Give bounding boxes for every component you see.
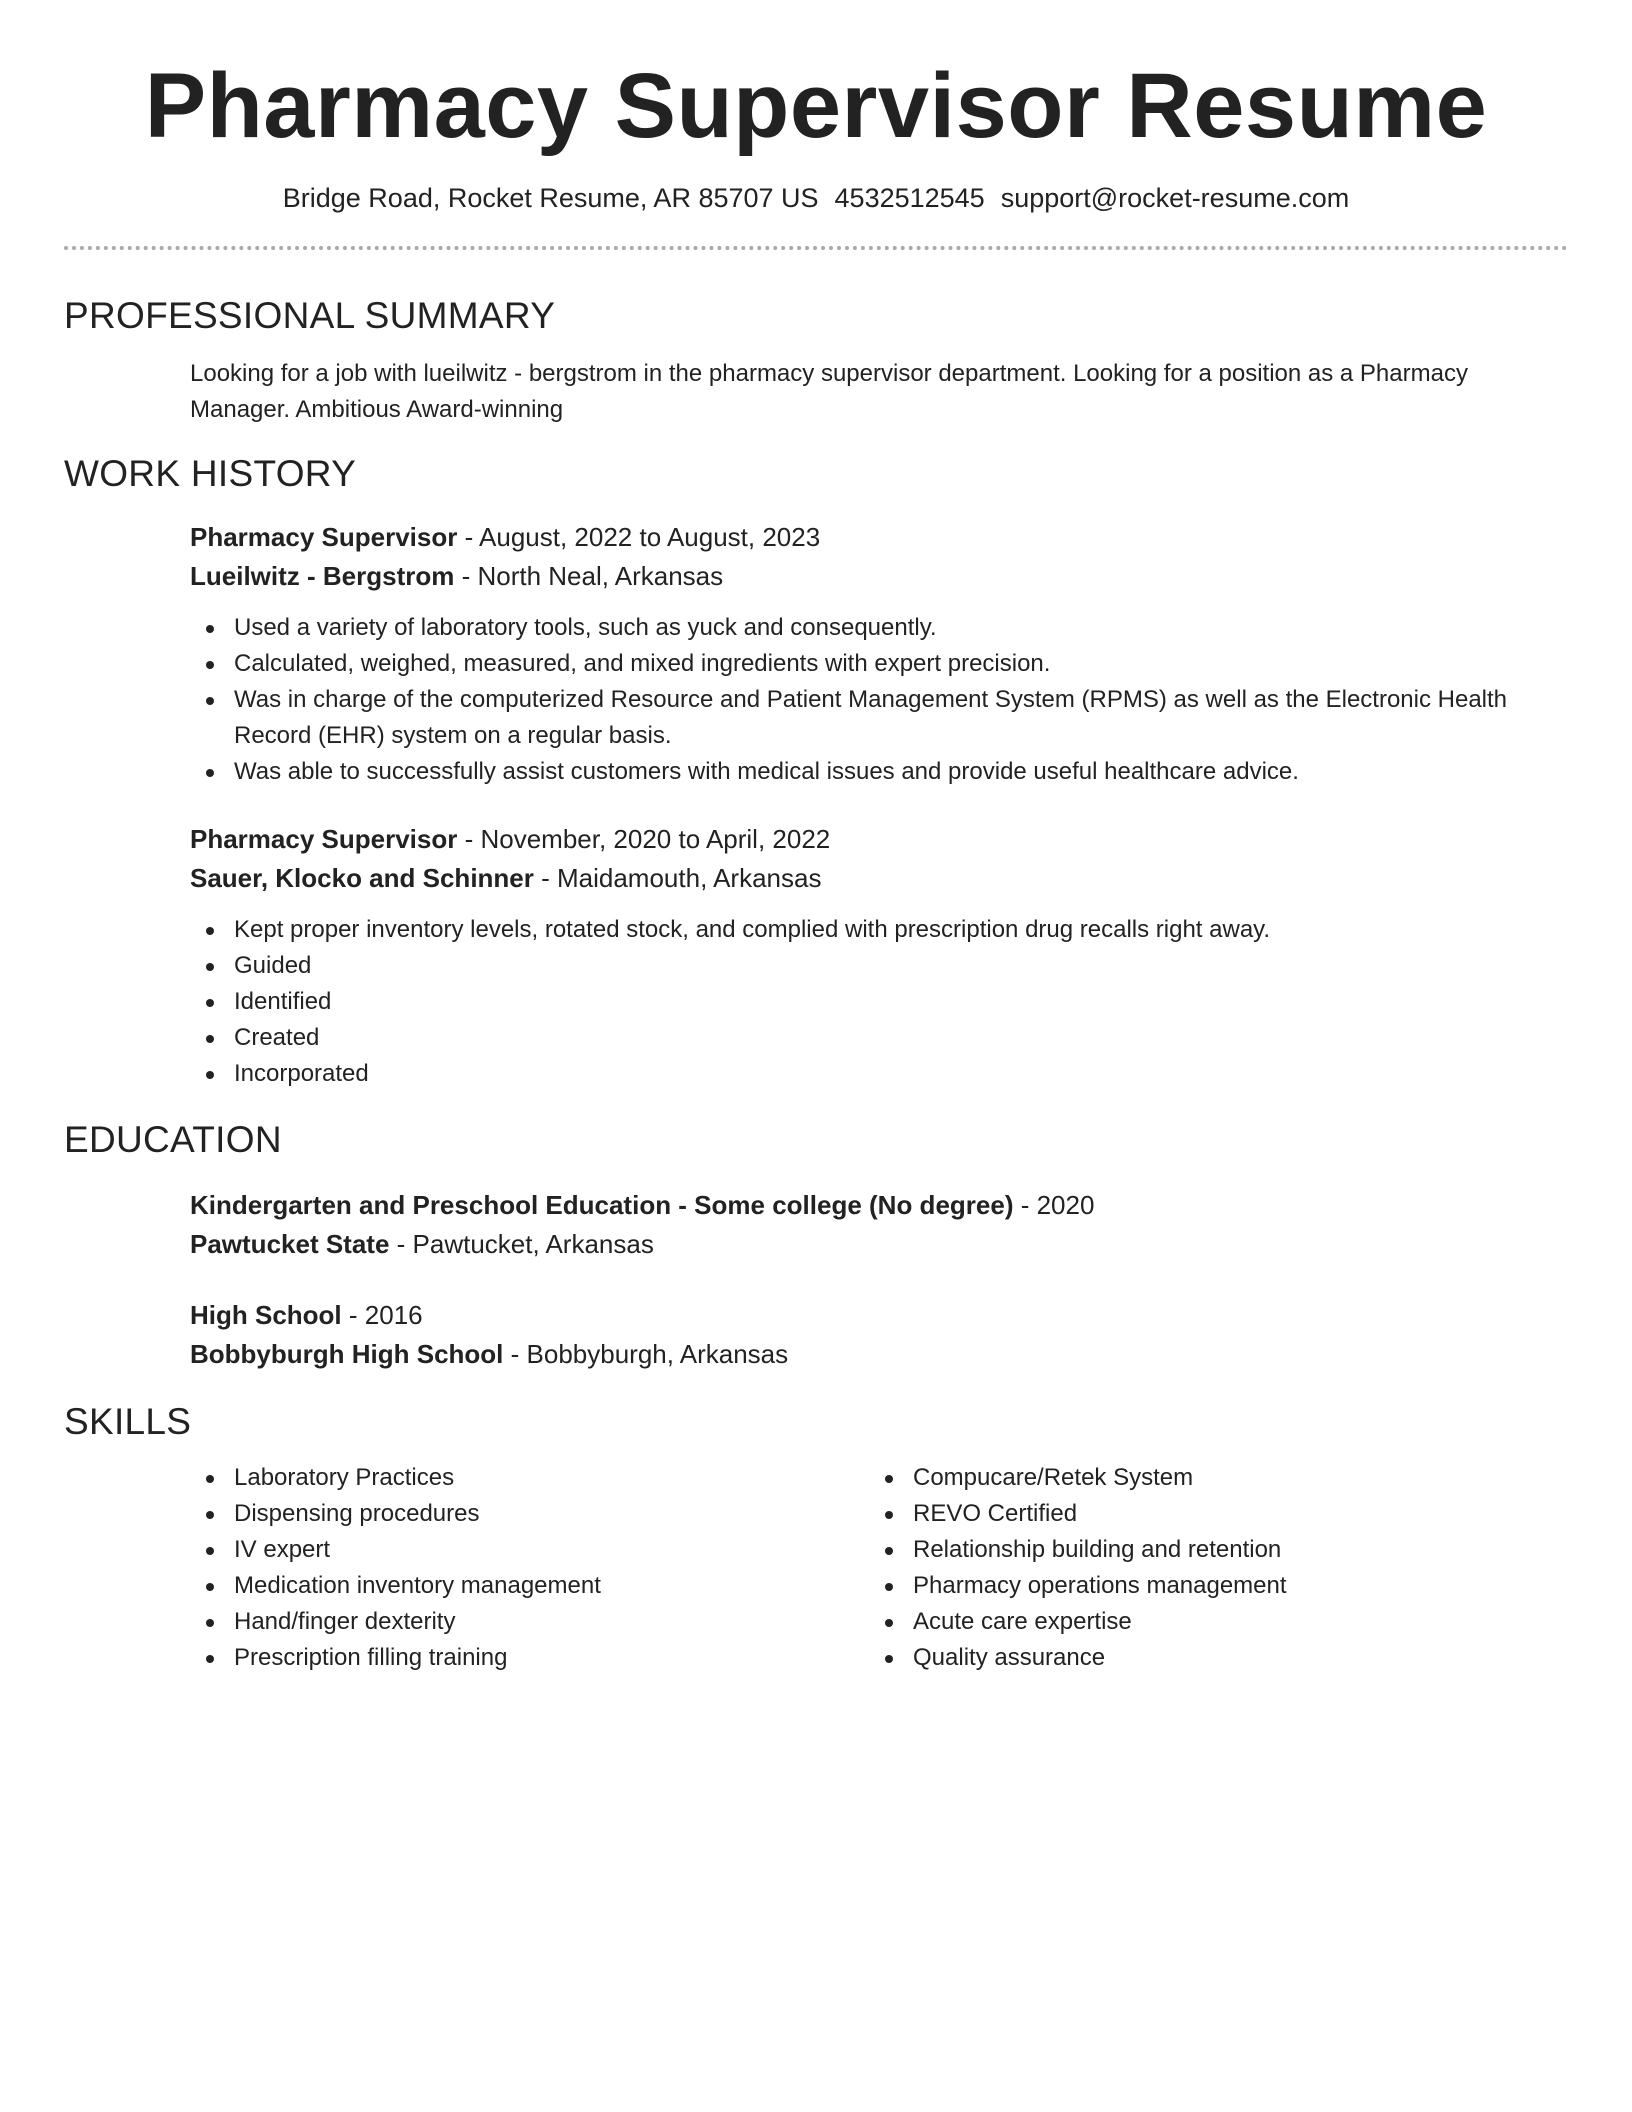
education-degree: High School <box>190 1300 342 1330</box>
skills-column-right <box>869 1460 1548 1676</box>
education-degree: Kindergarten and Preschool Education - Some college (No degree) <box>190 1190 1014 1220</box>
contact-line <box>64 180 1568 216</box>
job-role: Pharmacy Supervisor <box>190 824 458 854</box>
summary-section <box>64 294 1568 428</box>
job-bullet: Identified <box>190 984 1568 1020</box>
job-bullets <box>190 912 1568 1092</box>
job-bullet: Calculated, weighed, measured, and mixed ingredients with expert precision. <box>190 646 1568 682</box>
skills-section <box>64 1400 1568 1676</box>
skill-item: Acute care expertise <box>869 1604 1548 1640</box>
resume-page <box>64 0 1568 1676</box>
education-school-line <box>190 1225 1568 1264</box>
job-role: Pharmacy Supervisor <box>190 522 458 552</box>
education-school: Pawtucket State <box>190 1229 390 1259</box>
education-school-line <box>190 1335 1568 1374</box>
skill-item: Dispensing procedures <box>190 1496 869 1532</box>
contact-phone: 4532512545 <box>834 183 985 213</box>
skill-item: IV expert <box>190 1532 869 1568</box>
education-school: Bobbyburgh High School <box>190 1339 504 1369</box>
job-title-line <box>190 820 1568 859</box>
education-degree-line <box>190 1296 1568 1335</box>
education-section <box>64 1118 1568 1374</box>
education-entry <box>64 1186 1568 1264</box>
skill-item: Hand/finger dexterity <box>190 1604 869 1640</box>
job-location: - Maidamouth, Arkansas <box>533 863 822 893</box>
work-history-heading: WORK HISTORY <box>64 453 357 494</box>
skill-item: Relationship building and retention <box>869 1532 1548 1568</box>
job-dates: - August, 2022 to August, 2023 <box>457 522 821 552</box>
skill-item: Laboratory Practices <box>190 1460 869 1496</box>
job-company-line <box>190 557 1568 596</box>
summary-text: Looking for a job with lueilwitz - bergstrom in the pharmacy supervisor department. Looking for a position as a Pharmacy Manager. Ambitious Award-winning <box>190 360 1468 423</box>
job-title-line <box>190 518 1568 557</box>
education-heading: EDUCATION <box>64 1119 282 1160</box>
skills-columns <box>190 1460 1568 1676</box>
education-entry <box>64 1296 1568 1374</box>
skill-item: Quality assurance <box>869 1640 1548 1676</box>
job-bullet: Guided <box>190 948 1568 984</box>
education-degree-line <box>190 1186 1568 1225</box>
contact-email: support@rocket-resume.com <box>1000 183 1350 213</box>
job-company-line <box>190 859 1568 898</box>
skill-item: Pharmacy operations management <box>869 1568 1548 1604</box>
education-location: - Bobbyburgh, Arkansas <box>503 1339 789 1369</box>
job-company: Lueilwitz - Bergstrom <box>190 561 455 591</box>
skill-item: Prescription filling training <box>190 1640 869 1676</box>
job-entry <box>64 518 1568 790</box>
job-entry <box>64 820 1568 1092</box>
skill-item: REVO Certified <box>869 1496 1548 1532</box>
job-bullet: Created <box>190 1020 1568 1056</box>
job-bullet: Kept proper inventory levels, rotated stock, and complied with prescription drug recalls right away. <box>190 912 1568 948</box>
education-year: - 2020 <box>1013 1190 1095 1220</box>
job-company: Sauer, Klocko and Schinner <box>190 863 534 893</box>
work-history-section <box>64 452 1568 1092</box>
skills-column-left <box>190 1460 869 1676</box>
job-bullet: Incorporated <box>190 1056 1568 1092</box>
summary-heading: PROFESSIONAL SUMMARY <box>64 295 556 336</box>
skill-item: Compucare/Retek System <box>869 1460 1548 1496</box>
job-bullet: Was able to successfully assist customers with medical issues and provide useful healthcare advice. <box>190 754 1568 790</box>
education-year: - 2016 <box>341 1300 423 1330</box>
contact-address: Bridge Road, Rocket Resume, AR 85707 US <box>282 183 819 213</box>
skill-item: Medication inventory management <box>190 1568 869 1604</box>
job-location: - North Neal, Arkansas <box>454 561 724 591</box>
resume-title: Pharmacy Supervisor Resume <box>144 55 1488 157</box>
job-bullets <box>190 610 1568 790</box>
header-divider <box>64 246 1568 250</box>
education-location: - Pawtucket, Arkansas <box>389 1229 654 1259</box>
job-bullet: Was in charge of the computerized Resource and Patient Management System (RPMS) as well as the Electronic Health Record (EHR) system on a regular basis. <box>190 682 1568 754</box>
job-dates: - November, 2020 to April, 2022 <box>457 824 831 854</box>
skills-heading: SKILLS <box>64 1401 192 1442</box>
job-bullet: Used a variety of laboratory tools, such as yuck and consequently. <box>190 610 1568 646</box>
